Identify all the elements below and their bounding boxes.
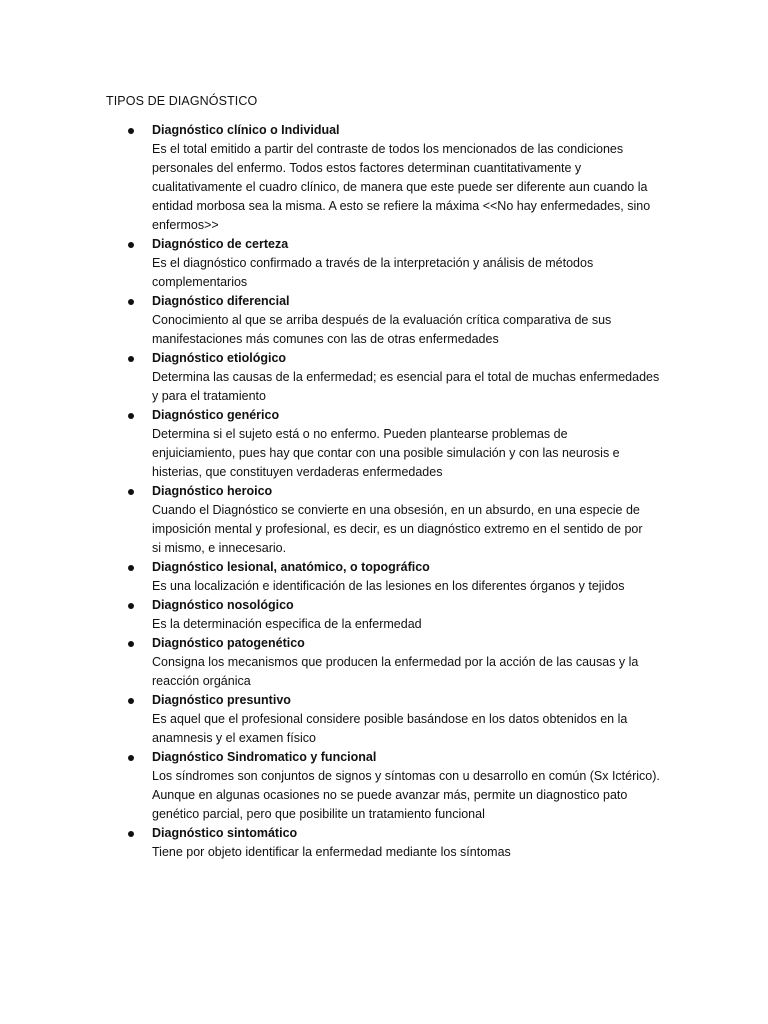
bullet-icon xyxy=(128,242,134,248)
list-item-title: Diagnóstico clínico o Individual xyxy=(152,123,340,137)
list-item xyxy=(0,634,672,691)
document-title: TIPOS DE DIAGNÓSTICO xyxy=(106,94,258,108)
list-item-description-line: reacción orgánica xyxy=(152,674,251,688)
list-item-title: Diagnóstico etiológico xyxy=(152,351,287,365)
list-item-description-line: Cuando el Diagnóstico se convierte en una obsesión, en un absurdo, en una especie de xyxy=(152,503,640,517)
list-item-description-line: Consigna los mecanismos que producen la enfermedad por la acción de las causas y la xyxy=(152,655,639,669)
list-item xyxy=(0,292,672,349)
list-item-description-line: personales del enfermo. Todos estos factores determinan cuantitativamente y xyxy=(152,161,582,175)
bullet-icon xyxy=(128,565,134,571)
bullet-icon xyxy=(128,831,134,837)
list-item-description-line: Es el diagnóstico confirmado a través de la interpretación y análisis de métodos xyxy=(152,256,594,270)
list-item-description-line: cualitativamente el cuadro clínico, de manera que este puede ser diferente aun cuando la xyxy=(152,180,648,194)
list-item-title: Diagnóstico heroico xyxy=(152,484,273,498)
list-item-description-line: histerias, que constituyen verdaderas enfermedades xyxy=(152,465,443,479)
list-item xyxy=(0,235,672,292)
list-item-description-line: Los síndromes son conjuntos de signos y síntomas con u desarrollo en común (Sx Ictérico). xyxy=(152,769,660,783)
list-item-title: Diagnóstico lesional, anatómico, o topográfico xyxy=(152,560,430,574)
list-item-description-line: Conocimiento al que se arriba después de la evaluación crítica comparativa de sus xyxy=(152,313,612,327)
list-item xyxy=(0,406,672,482)
list-item xyxy=(0,121,672,235)
diagnosis-type-list xyxy=(0,121,768,862)
bullet-icon xyxy=(128,356,134,362)
list-item-description-line: anamnesis y el examen físico xyxy=(152,731,316,745)
list-item-description-line: Es aquel que el profesional considere posible basándose en los datos obtenidos en la xyxy=(152,712,628,726)
bullet-icon xyxy=(128,641,134,647)
list-item-description-line: Es la determinación especifica de la enfermedad xyxy=(152,617,422,631)
bullet-icon xyxy=(128,755,134,761)
list-item-title: Diagnóstico Sindromatico y funcional xyxy=(152,750,377,764)
bullet-icon xyxy=(128,299,134,305)
bullet-icon xyxy=(128,413,134,419)
list-item-title: Diagnóstico nosológico xyxy=(152,598,294,612)
list-item-description-line: Es el total emitido a partir del contraste de todos los mencionados de las condiciones xyxy=(152,142,624,156)
list-item-description-line: Determina las causas de la enfermedad; es esencial para el total de muchas enfermedades xyxy=(152,370,660,384)
list-item-title: Diagnóstico patogenético xyxy=(152,636,305,650)
list-item-description-line: enfermos>> xyxy=(152,218,219,232)
list-item-description-line: entidad morbosa sea la misma. A esto se refiere la máxima <<No hay enfermedades, sino xyxy=(152,199,651,213)
list-item-description-line: Es una localización e identificación de las lesiones en los diferentes órganos y tejidos xyxy=(152,579,625,593)
list-item-title: Diagnóstico diferencial xyxy=(152,294,290,308)
list-item-title: Diagnóstico genérico xyxy=(152,408,280,422)
list-item-description-line: enjuiciamiento, pues hay que contar con una posible simulación y con las neurosis e xyxy=(152,446,620,460)
list-item-description-line: complementarios xyxy=(152,275,248,289)
bullet-icon xyxy=(128,489,134,495)
list-item-title: Diagnóstico sintomático xyxy=(152,826,298,840)
list-item xyxy=(0,482,672,558)
list-item-description-line: manifestaciones más comunes con las de otras enfermedades xyxy=(152,332,499,346)
list-item-description-line: si mismo, e innecesario. xyxy=(152,541,287,555)
list-item xyxy=(0,691,672,748)
list-item-description-line: Tiene por objeto identificar la enfermedad mediante los síntomas xyxy=(152,845,511,859)
list-item-description-line: imposición mental y profesional, es decir, es un diagnóstico extremo en el sentido de por xyxy=(152,522,643,536)
list-item-title: Diagnóstico presuntivo xyxy=(152,693,291,707)
list-item xyxy=(0,558,672,596)
list-item xyxy=(0,824,672,862)
list-item-description-line: y para el tratamiento xyxy=(152,389,266,403)
list-item xyxy=(0,349,672,406)
list-item xyxy=(0,596,672,634)
list-item-title: Diagnóstico de certeza xyxy=(152,237,289,251)
bullet-icon xyxy=(128,698,134,704)
list-item-description-line: Aunque en algunas ocasiones no se puede avanzar más, permite un diagnostico pato xyxy=(152,788,628,802)
bullet-icon xyxy=(128,603,134,609)
bullet-icon xyxy=(128,128,134,134)
list-item-description-line: genético parcial, pero que posibilite un tratamiento funcional xyxy=(152,807,485,821)
list-item-description-line: Determina si el sujeto está o no enfermo. Pueden plantearse problemas de xyxy=(152,427,568,441)
list-item xyxy=(0,748,672,824)
